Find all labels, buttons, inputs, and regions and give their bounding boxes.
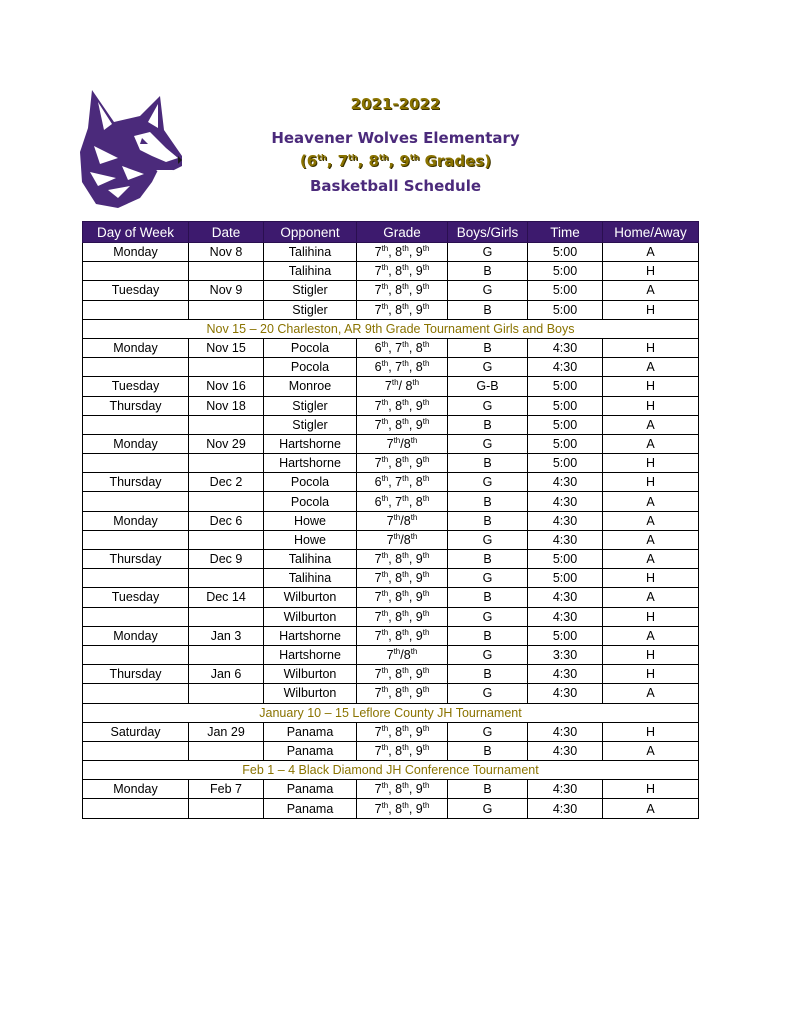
- cell-date: Dec 6: [189, 511, 264, 530]
- cell-grade: 7th, 8th, 9th: [357, 626, 448, 645]
- cell-grade: 7th, 8th, 9th: [357, 550, 448, 569]
- cell-grade: 7th, 8th, 9th: [357, 588, 448, 607]
- cell-boys-girls: G: [448, 434, 528, 453]
- cell-boys-girls: G: [448, 281, 528, 300]
- cell-home-away: H: [603, 473, 699, 492]
- cell-day: Saturday: [83, 722, 189, 741]
- game-row: [83, 588, 699, 607]
- cell-date: [189, 358, 264, 377]
- cell-day: Thursday: [83, 396, 189, 415]
- cell-grade: 7th/8th: [357, 434, 448, 453]
- cell-day: Thursday: [83, 665, 189, 684]
- cell-opponent: Pocola: [264, 358, 357, 377]
- cell-day: Monday: [83, 434, 189, 453]
- cell-time: 4:30: [528, 473, 603, 492]
- cell-date: Feb 7: [189, 780, 264, 799]
- cell-boys-girls: B: [448, 262, 528, 281]
- cell-opponent: Talihina: [264, 243, 357, 262]
- cell-date: [189, 645, 264, 664]
- cell-time: 4:30: [528, 607, 603, 626]
- cell-home-away: A: [603, 741, 699, 760]
- cell-grade: 7th, 8th, 9th: [357, 415, 448, 434]
- cell-time: 4:30: [528, 741, 603, 760]
- cell-day: [83, 741, 189, 760]
- cell-opponent: Hartshorne: [264, 626, 357, 645]
- cell-home-away: A: [603, 626, 699, 645]
- cell-day: [83, 454, 189, 473]
- cell-boys-girls: G: [448, 722, 528, 741]
- cell-opponent: Monroe: [264, 377, 357, 396]
- cell-date: Nov 16: [189, 377, 264, 396]
- cell-time: 4:30: [528, 588, 603, 607]
- cell-grade: 6th, 7th, 8th: [357, 338, 448, 357]
- cell-home-away: A: [603, 415, 699, 434]
- cell-grade: 6th, 7th, 8th: [357, 492, 448, 511]
- cell-day: [83, 569, 189, 588]
- cell-home-away: H: [603, 338, 699, 357]
- cell-boys-girls: B: [448, 550, 528, 569]
- cell-opponent: Talihina: [264, 569, 357, 588]
- col-header-boys-girls: Boys/Girls: [448, 222, 528, 243]
- cell-boys-girls: G: [448, 358, 528, 377]
- cell-day: Tuesday: [83, 377, 189, 396]
- game-row: [83, 473, 699, 492]
- cell-boys-girls: G: [448, 607, 528, 626]
- col-header-day: Day of Week: [83, 222, 189, 243]
- cell-grade: 7th, 8th, 9th: [357, 243, 448, 262]
- cell-grade: 6th, 7th, 8th: [357, 358, 448, 377]
- cell-day: Thursday: [83, 550, 189, 569]
- game-row: [83, 262, 699, 281]
- cell-date: Nov 15: [189, 338, 264, 357]
- cell-date: [189, 799, 264, 818]
- cell-grade: 7th, 8th, 9th: [357, 684, 448, 703]
- cell-boys-girls: G: [448, 569, 528, 588]
- cell-grade: 7th, 8th, 9th: [357, 281, 448, 300]
- table-header-row: [83, 222, 699, 243]
- cell-grade: 7th, 8th, 9th: [357, 569, 448, 588]
- cell-opponent: Wilburton: [264, 607, 357, 626]
- cell-time: 3:30: [528, 645, 603, 664]
- cell-time: 4:30: [528, 684, 603, 703]
- game-row: [83, 434, 699, 453]
- col-header-grade: Grade: [357, 222, 448, 243]
- cell-opponent: Wilburton: [264, 588, 357, 607]
- game-row: [83, 396, 699, 415]
- game-row: [83, 722, 699, 741]
- game-row: [83, 454, 699, 473]
- cell-home-away: A: [603, 358, 699, 377]
- cell-day: [83, 415, 189, 434]
- tournament-note: Feb 1 – 4 Black Diamond JH Conference Tournament: [83, 761, 699, 780]
- cell-day: Tuesday: [83, 281, 189, 300]
- cell-home-away: A: [603, 684, 699, 703]
- cell-home-away: A: [603, 530, 699, 549]
- cell-home-away: A: [603, 550, 699, 569]
- cell-opponent: Hartshorne: [264, 645, 357, 664]
- cell-boys-girls: B: [448, 511, 528, 530]
- cell-time: 5:00: [528, 434, 603, 453]
- cell-opponent: Howe: [264, 530, 357, 549]
- game-row: [83, 550, 699, 569]
- cell-grade: 7th, 8th, 9th: [357, 396, 448, 415]
- cell-day: [83, 358, 189, 377]
- cell-boys-girls: G: [448, 799, 528, 818]
- cell-day: [83, 262, 189, 281]
- cell-date: Dec 9: [189, 550, 264, 569]
- game-row: [83, 415, 699, 434]
- cell-grade: 7th, 8th, 9th: [357, 799, 448, 818]
- cell-home-away: H: [603, 300, 699, 319]
- cell-day: [83, 492, 189, 511]
- cell-date: Dec 14: [189, 588, 264, 607]
- cell-boys-girls: B: [448, 492, 528, 511]
- cell-date: Nov 29: [189, 434, 264, 453]
- school-name: Heavener Wolves Elementary: [271, 129, 520, 147]
- game-row: [83, 492, 699, 511]
- cell-home-away: H: [603, 607, 699, 626]
- cell-boys-girls: G: [448, 473, 528, 492]
- cell-boys-girls: G: [448, 684, 528, 703]
- cell-grade: 7th/8th: [357, 645, 448, 664]
- cell-date: Dec 2: [189, 473, 264, 492]
- cell-grade: 7th, 8th, 9th: [357, 262, 448, 281]
- cell-grade: 7th, 8th, 9th: [357, 300, 448, 319]
- cell-opponent: Talihina: [264, 262, 357, 281]
- game-row: [83, 741, 699, 760]
- game-row: [83, 780, 699, 799]
- cell-opponent: Wilburton: [264, 684, 357, 703]
- cell-day: Tuesday: [83, 588, 189, 607]
- cell-day: [83, 607, 189, 626]
- cell-grade: 6th, 7th, 8th: [357, 473, 448, 492]
- cell-boys-girls: G: [448, 645, 528, 664]
- cell-opponent: Panama: [264, 722, 357, 741]
- game-row: [83, 665, 699, 684]
- cell-day: Monday: [83, 338, 189, 357]
- cell-time: 5:00: [528, 243, 603, 262]
- cell-day: [83, 300, 189, 319]
- cell-opponent: Pocola: [264, 492, 357, 511]
- col-header-time: Time: [528, 222, 603, 243]
- cell-date: [189, 300, 264, 319]
- cell-grade: 7th, 8th, 9th: [357, 722, 448, 741]
- cell-time: 4:30: [528, 665, 603, 684]
- cell-date: [189, 492, 264, 511]
- game-row: [83, 358, 699, 377]
- cell-date: Nov 8: [189, 243, 264, 262]
- grades-label: (6th, 7th, 8th, 9th Grades): [299, 152, 492, 170]
- cell-boys-girls: B: [448, 338, 528, 357]
- cell-day: [83, 530, 189, 549]
- cell-grade: 7th, 8th, 9th: [357, 607, 448, 626]
- cell-date: [189, 454, 264, 473]
- cell-grade: 7th/8th: [357, 530, 448, 549]
- cell-boys-girls: G: [448, 243, 528, 262]
- game-row: [83, 338, 699, 357]
- tournament-note-row: [83, 761, 699, 780]
- game-row: [83, 511, 699, 530]
- game-row: [83, 607, 699, 626]
- col-header-opponent: Opponent: [264, 222, 357, 243]
- cell-opponent: Panama: [264, 780, 357, 799]
- cell-time: 4:30: [528, 780, 603, 799]
- cell-time: 5:00: [528, 377, 603, 396]
- cell-time: 5:00: [528, 454, 603, 473]
- cell-boys-girls: G-B: [448, 377, 528, 396]
- cell-day: Monday: [83, 511, 189, 530]
- game-row: [83, 799, 699, 818]
- cell-time: 5:00: [528, 281, 603, 300]
- cell-day: Thursday: [83, 473, 189, 492]
- cell-home-away: H: [603, 665, 699, 684]
- cell-date: [189, 607, 264, 626]
- cell-home-away: A: [603, 492, 699, 511]
- cell-boys-girls: B: [448, 588, 528, 607]
- cell-home-away: A: [603, 511, 699, 530]
- cell-day: Monday: [83, 626, 189, 645]
- cell-home-away: H: [603, 722, 699, 741]
- cell-time: 4:30: [528, 338, 603, 357]
- cell-time: 5:00: [528, 300, 603, 319]
- cell-boys-girls: B: [448, 741, 528, 760]
- cell-time: 4:30: [528, 492, 603, 511]
- cell-date: Jan 29: [189, 722, 264, 741]
- cell-home-away: A: [603, 281, 699, 300]
- cell-grade: 7th/ 8th: [357, 377, 448, 396]
- cell-opponent: Pocola: [264, 338, 357, 357]
- cell-time: 5:00: [528, 396, 603, 415]
- cell-boys-girls: B: [448, 626, 528, 645]
- game-row: [83, 300, 699, 319]
- cell-boys-girls: B: [448, 415, 528, 434]
- cell-home-away: H: [603, 780, 699, 799]
- cell-opponent: Howe: [264, 511, 357, 530]
- game-row: [83, 281, 699, 300]
- cell-day: Monday: [83, 243, 189, 262]
- cell-grade: 7th, 8th, 9th: [357, 741, 448, 760]
- cell-date: [189, 741, 264, 760]
- cell-time: 4:30: [528, 511, 603, 530]
- cell-home-away: H: [603, 569, 699, 588]
- cell-time: 5:00: [528, 262, 603, 281]
- cell-boys-girls: B: [448, 780, 528, 799]
- tournament-note: Nov 15 – 20 Charleston, AR 9th Grade Tournament Girls and Boys: [83, 319, 699, 338]
- cell-opponent: Panama: [264, 799, 357, 818]
- cell-opponent: Pocola: [264, 473, 357, 492]
- cell-home-away: H: [603, 377, 699, 396]
- tournament-note: January 10 – 15 Leflore County JH Tournament: [83, 703, 699, 722]
- game-row: [83, 569, 699, 588]
- cell-day: [83, 684, 189, 703]
- game-row: [83, 626, 699, 645]
- cell-day: [83, 645, 189, 664]
- cell-boys-girls: B: [448, 454, 528, 473]
- cell-home-away: H: [603, 396, 699, 415]
- cell-time: 5:00: [528, 569, 603, 588]
- cell-opponent: Stigler: [264, 300, 357, 319]
- cell-grade: 7th, 8th, 9th: [357, 665, 448, 684]
- cell-grade: 7th, 8th, 9th: [357, 454, 448, 473]
- cell-opponent: Talihina: [264, 550, 357, 569]
- cell-day: [83, 799, 189, 818]
- game-row: [83, 684, 699, 703]
- cell-home-away: H: [603, 262, 699, 281]
- cell-time: 4:30: [528, 358, 603, 377]
- cell-opponent: Hartshorne: [264, 454, 357, 473]
- cell-time: 4:30: [528, 722, 603, 741]
- col-header-home-away: Home/Away: [603, 222, 699, 243]
- schedule-title: Basketball Schedule: [309, 177, 482, 195]
- cell-date: Jan 3: [189, 626, 264, 645]
- cell-date: [189, 530, 264, 549]
- cell-home-away: A: [603, 799, 699, 818]
- cell-home-away: A: [603, 588, 699, 607]
- cell-grade: 7th/8th: [357, 511, 448, 530]
- cell-opponent: Panama: [264, 741, 357, 760]
- cell-opponent: Stigler: [264, 415, 357, 434]
- tournament-note-row: [83, 319, 699, 338]
- schedule-table: [82, 221, 699, 819]
- cell-opponent: Hartshorne: [264, 434, 357, 453]
- cell-boys-girls: G: [448, 530, 528, 549]
- cell-time: 4:30: [528, 799, 603, 818]
- cell-boys-girls: G: [448, 396, 528, 415]
- game-row: [83, 243, 699, 262]
- cell-time: 5:00: [528, 415, 603, 434]
- cell-opponent: Stigler: [264, 396, 357, 415]
- cell-date: [189, 684, 264, 703]
- cell-date: Jan 6: [189, 665, 264, 684]
- game-row: [83, 645, 699, 664]
- cell-home-away: A: [603, 434, 699, 453]
- col-header-date: Date: [189, 222, 264, 243]
- cell-boys-girls: B: [448, 300, 528, 319]
- cell-date: Nov 9: [189, 281, 264, 300]
- game-row: [83, 530, 699, 549]
- cell-time: 4:30: [528, 530, 603, 549]
- cell-time: 5:00: [528, 626, 603, 645]
- cell-grade: 7th, 8th, 9th: [357, 780, 448, 799]
- cell-home-away: H: [603, 645, 699, 664]
- tournament-note-row: [83, 703, 699, 722]
- cell-date: [189, 569, 264, 588]
- season-year: 2021-2022: [350, 95, 441, 113]
- cell-opponent: Stigler: [264, 281, 357, 300]
- game-row: [83, 377, 699, 396]
- cell-date: [189, 415, 264, 434]
- cell-opponent: Wilburton: [264, 665, 357, 684]
- cell-time: 5:00: [528, 550, 603, 569]
- cell-day: Monday: [83, 780, 189, 799]
- cell-home-away: H: [603, 454, 699, 473]
- cell-boys-girls: B: [448, 665, 528, 684]
- cell-date: [189, 262, 264, 281]
- cell-home-away: A: [603, 243, 699, 262]
- cell-date: Nov 18: [189, 396, 264, 415]
